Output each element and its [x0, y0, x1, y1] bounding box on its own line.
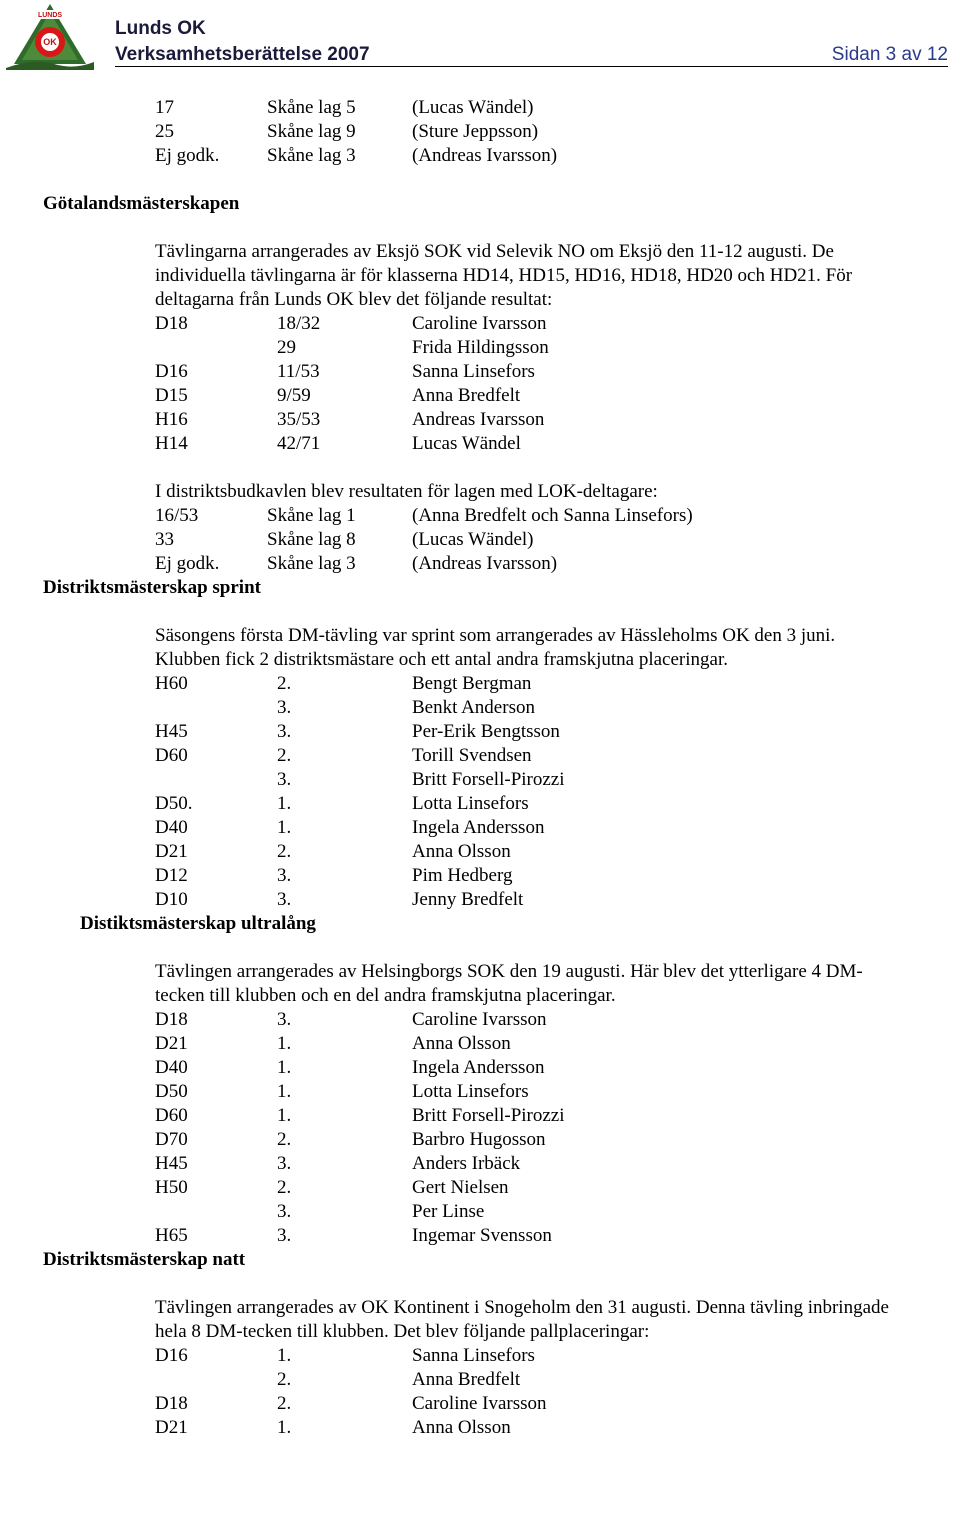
paragraph-line: Tävlingen arrangerades av OK Kontinent i Snogeholm den 31 augusti. Denna tävling inbringade: [155, 1297, 889, 1318]
class-name: H60: [155, 673, 188, 694]
class-name: D60: [155, 745, 188, 766]
class-name: D50.: [155, 793, 193, 814]
team-name: Skåne lag 1: [267, 505, 356, 526]
runner-name: (Sture Jeppsson): [412, 121, 539, 142]
result-row: [0, 432, 960, 456]
result-row: [0, 336, 960, 360]
placement: 3.: [277, 889, 292, 910]
class-name: H65: [155, 1225, 188, 1246]
section-heading-ultralang: Distiktsmästerskap ultralång: [80, 913, 316, 934]
result-row: [0, 792, 960, 816]
class-name: D15: [155, 385, 188, 406]
natt-results: [0, 1344, 960, 1440]
runner-name: Anna Olsson: [412, 841, 511, 862]
runner-name: Bengt Bergman: [412, 673, 532, 694]
result-row: [0, 528, 960, 552]
result-row: [0, 888, 960, 912]
ultralang-results: [0, 1008, 960, 1248]
placement: 1.: [277, 1105, 292, 1126]
result-row: [0, 1392, 960, 1416]
class-name: H45: [155, 1153, 188, 1174]
placement: 3.: [277, 1153, 292, 1174]
placement: Ej godk.: [155, 553, 220, 574]
runner-name: Benkt Anderson: [412, 697, 535, 718]
result-row: [0, 96, 960, 120]
result-row: [0, 840, 960, 864]
result-row: [0, 504, 960, 528]
runner-name: Caroline Ivarsson: [412, 1009, 547, 1030]
runner-name: Anna Olsson: [412, 1033, 511, 1054]
placement: 42/71: [277, 433, 321, 454]
sprint-intro: [155, 624, 960, 672]
team-name: Skåne lag 8: [267, 529, 356, 550]
paragraph-line: deltagarna från Lunds OK blev det följande resultat:: [155, 289, 553, 310]
runner-name: Andreas Ivarsson: [412, 409, 545, 430]
placement: 2.: [277, 1129, 292, 1150]
page-header: [0, 0, 960, 72]
runner-name: Barbro Hugosson: [412, 1129, 546, 1150]
placement: 3.: [277, 1201, 292, 1222]
paragraph-line: Tävlingen arrangerades av Helsingborgs SOK den 19 augusti. Här blev det ytterligare 4 DM-: [155, 961, 863, 982]
class-name: H45: [155, 721, 188, 742]
placement: 3.: [277, 697, 292, 718]
class-name: D70: [155, 1129, 188, 1150]
placement: Ej godk.: [155, 145, 220, 166]
runner-name: Britt Forsell-Pirozzi: [412, 1105, 565, 1126]
class-name: D18: [155, 1393, 188, 1414]
placement: 18/32: [277, 313, 321, 334]
result-row: [0, 1200, 960, 1224]
runner-name: Anna Bredfelt: [412, 1369, 521, 1390]
paragraph-line: Tävlingarna arrangerades av Eksjö SOK vid Selevik NO om Eksjö den 11-12 augusti. De: [155, 241, 834, 262]
result-row: [0, 1104, 960, 1128]
section-heading-sprint: Distriktsmästerskap sprint: [43, 577, 261, 598]
result-row: [0, 1224, 960, 1248]
result-row: [0, 672, 960, 696]
placement: 11/53: [277, 361, 320, 382]
runner-name: Ingela Andersson: [412, 1057, 545, 1078]
placement: 25: [155, 121, 174, 142]
class-name: D12: [155, 865, 188, 886]
result-row: [0, 720, 960, 744]
class-name: D21: [155, 841, 188, 862]
result-row: [0, 1176, 960, 1200]
runner-name: Ingemar Svensson: [412, 1225, 552, 1246]
placement: 1.: [277, 1081, 292, 1102]
runner-name: Anna Olsson: [412, 1417, 511, 1438]
class-name: D16: [155, 1345, 188, 1366]
ultralang-intro: [155, 960, 960, 1008]
placement: 2.: [277, 1177, 292, 1198]
result-row: [0, 744, 960, 768]
result-row: [0, 1416, 960, 1440]
placement: 1.: [277, 793, 292, 814]
sprint-results: [0, 672, 960, 912]
placement: 3.: [277, 865, 292, 886]
placement: 2.: [277, 1369, 292, 1390]
runner-name: Lucas Wändel: [412, 433, 521, 454]
team-name: Skåne lag 3: [267, 553, 356, 574]
paragraph-line: hela 8 DM-tecken till klubben. Det blev följande pallplaceringar:: [155, 1321, 650, 1342]
runner-name: Anna Bredfelt: [412, 385, 521, 406]
placement: 3.: [277, 1225, 292, 1246]
gotaland-intro: [155, 240, 960, 312]
natt-intro: [155, 1296, 960, 1344]
result-row: [0, 144, 960, 168]
relay-results: [0, 504, 960, 576]
runner-name: Pim Hedberg: [412, 865, 513, 886]
result-row: [0, 1152, 960, 1176]
runner-name: Gert Nielsen: [412, 1177, 509, 1198]
result-row: [0, 696, 960, 720]
header-rule: [115, 44, 948, 67]
top-results-list: [0, 96, 960, 168]
class-name: D16: [155, 361, 188, 382]
runner-name: (Anna Bredfelt och Sanna Linsefors): [412, 505, 693, 526]
class-name: D50: [155, 1081, 188, 1102]
runner-name: Sanna Linsefors: [412, 361, 535, 382]
result-row: [0, 552, 960, 576]
runner-name: Lotta Linsefors: [412, 793, 529, 814]
result-row: [0, 1344, 960, 1368]
placement: 1.: [277, 1345, 292, 1366]
placement: 33: [155, 529, 174, 550]
runner-name: Per Linse: [412, 1201, 485, 1222]
section-heading-natt: Distriktsmästerskap natt: [43, 1249, 246, 1270]
runner-name: Torill Svendsen: [412, 745, 532, 766]
svg-text:LUNDS: LUNDS: [37, 12, 63, 19]
placement: 1.: [277, 817, 292, 838]
class-name: H16: [155, 409, 188, 430]
team-name: Skåne lag 3: [267, 145, 356, 166]
placement: 17: [155, 97, 174, 118]
result-row: [0, 1080, 960, 1104]
result-row: [0, 864, 960, 888]
class-name: D40: [155, 1057, 188, 1078]
placement: 2.: [277, 1393, 292, 1414]
placement: 2.: [277, 841, 292, 862]
club-logo: [4, 2, 96, 72]
runner-name: Lotta Linsefors: [412, 1081, 529, 1102]
result-row: [0, 1008, 960, 1032]
placement: 2.: [277, 745, 292, 766]
result-row: [0, 816, 960, 840]
runner-name: Anders Irbäck: [412, 1153, 521, 1174]
runner-name: Per-Erik Bengtsson: [412, 721, 560, 742]
class-name: D18: [155, 313, 188, 334]
result-row: [0, 312, 960, 336]
class-name: H14: [155, 433, 188, 454]
team-name: Skåne lag 5: [267, 97, 356, 118]
placement: 3.: [277, 1009, 292, 1030]
svg-text:OK: OK: [43, 37, 57, 47]
placement: 2.: [277, 673, 292, 694]
placement: 1.: [277, 1417, 292, 1438]
result-row: [0, 1056, 960, 1080]
class-name: D18: [155, 1009, 188, 1030]
paragraph-line: Klubben fick 2 distriktsmästare och ett antal andra framskjutna placeringar.: [155, 649, 728, 670]
runner-name: Britt Forsell-Pirozzi: [412, 769, 565, 790]
document-title: Verksamhetsberättelse 2007: [115, 44, 370, 65]
class-name: D21: [155, 1033, 188, 1054]
class-name: D21: [155, 1417, 188, 1438]
runner-name: Ingela Andersson: [412, 817, 545, 838]
section-heading-gotaland: Götalandsmästerskapen: [43, 193, 240, 214]
result-row: [0, 120, 960, 144]
placement: 3.: [277, 721, 292, 742]
result-row: [0, 768, 960, 792]
placement: 16/53: [155, 505, 199, 526]
relay-intro: I distriktsbudkavlen blev resultaten för lagen med LOK-deltagare:: [155, 481, 658, 502]
runner-name: (Lucas Wändel): [412, 529, 534, 550]
page-number: Sidan 3 av 12: [831, 44, 948, 65]
placement: 1.: [277, 1033, 292, 1054]
runner-name: Sanna Linsefors: [412, 1345, 535, 1366]
paragraph-line: Säsongens första DM-tävling var sprint som arrangerades av Hässleholms OK den 3 juni.: [155, 625, 836, 646]
placement: 3.: [277, 769, 292, 790]
runner-name: (Andreas Ivarsson): [412, 553, 558, 574]
result-row: [0, 1368, 960, 1392]
class-name: D10: [155, 889, 188, 910]
placement: 9/59: [277, 385, 311, 406]
organization-name: Lunds OK: [115, 18, 206, 39]
runner-name: Caroline Ivarsson: [412, 1393, 547, 1414]
result-row: [0, 360, 960, 384]
placement: 29: [277, 337, 296, 358]
paragraph-line: individuella tävlingarna är för klasserna HD14, HD15, HD16, HD18, HD20 och HD21. För: [155, 265, 853, 286]
result-row: [0, 1128, 960, 1152]
runner-name: Jenny Bredfelt: [412, 889, 524, 910]
runner-name: (Andreas Ivarsson): [412, 145, 558, 166]
runner-name: (Lucas Wändel): [412, 97, 534, 118]
team-name: Skåne lag 9: [267, 121, 356, 142]
runner-name: Frida Hildingsson: [412, 337, 549, 358]
result-row: [0, 384, 960, 408]
runner-name: Caroline Ivarsson: [412, 313, 547, 334]
placement: 1.: [277, 1057, 292, 1078]
document-body: [0, 96, 960, 1440]
placement: 35/53: [277, 409, 321, 430]
result-row: [0, 408, 960, 432]
result-row: [0, 1032, 960, 1056]
class-name: H50: [155, 1177, 188, 1198]
paragraph-line: tecken till klubben och en del andra framskjutna placeringar.: [155, 985, 616, 1006]
class-name: D40: [155, 817, 188, 838]
gotaland-results: [0, 312, 960, 456]
class-name: D60: [155, 1105, 188, 1126]
